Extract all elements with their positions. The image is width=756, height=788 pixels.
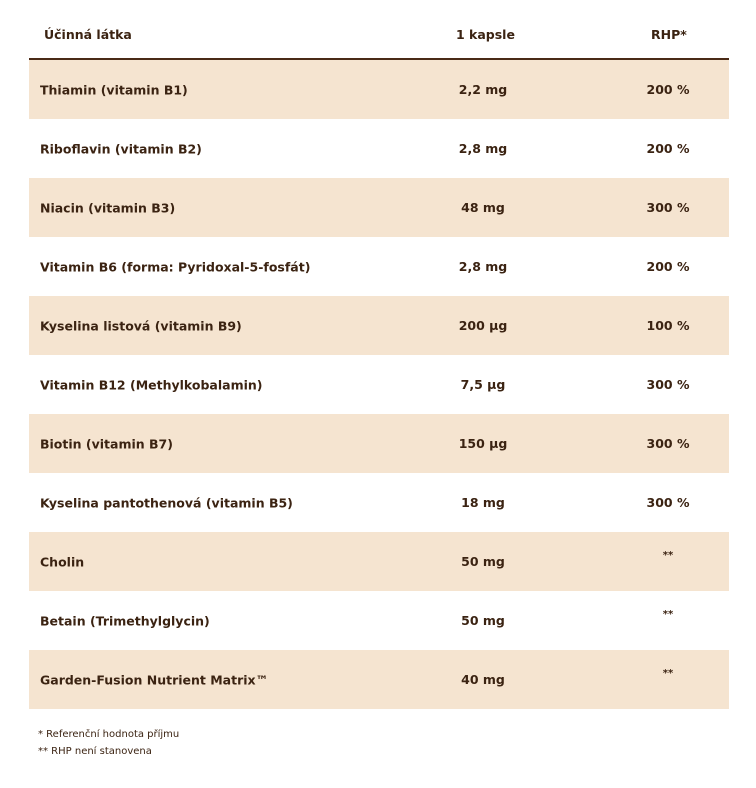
rhp-text: 100 %: [646, 317, 690, 333]
dose-text: 200 µg: [458, 317, 508, 333]
dose-text: 50 mg: [461, 553, 505, 569]
header-rhp: RHP*: [651, 27, 687, 42]
substance-name: Vitamin B6 (forma: Pyridoxal-5-fosfát): [40, 259, 311, 274]
rhp-text: 200 %: [646, 81, 690, 97]
dose-text: 2,8 mg: [458, 140, 508, 156]
dose-text: 40 mg: [461, 671, 505, 687]
rhp-text: 200 %: [646, 258, 690, 274]
dose-text: 2,8 mg: [458, 258, 508, 274]
substance-name: Kyselina pantothenová (vitamin B5): [40, 495, 293, 510]
table-row: [29, 237, 729, 296]
table-row: [29, 414, 729, 473]
table-row: [29, 650, 729, 709]
substance-name: Garden-Fusion Nutrient Matrix™: [40, 672, 269, 687]
substance-name: Kyselina listová (vitamin B9): [40, 318, 242, 333]
rhp-text: 300 %: [646, 435, 690, 451]
substance-name: Biotin (vitamin B7): [40, 436, 173, 451]
table-row: [29, 473, 729, 532]
footnote-rhp: * Referenční hodnota příjmu: [38, 729, 180, 740]
table-body: [29, 60, 729, 709]
rhp-text: 300 %: [646, 376, 690, 392]
dose-text: 50 mg: [461, 612, 505, 628]
table-row: [29, 296, 729, 355]
dose-text: 48 mg: [461, 199, 505, 215]
table-row: [29, 532, 729, 591]
rhp-text: 200 %: [646, 140, 690, 156]
substance-name: Niacin (vitamin B3): [40, 200, 176, 215]
rhp-text: **: [662, 608, 674, 620]
header-dose: 1 kapsle: [456, 27, 515, 42]
table-row: [29, 60, 729, 119]
dose-text: 2,2 mg: [458, 81, 508, 97]
rhp-text: 300 %: [646, 199, 690, 215]
dose-text: 18 mg: [461, 494, 505, 510]
substance-name: Riboflavin (vitamin B2): [40, 141, 202, 156]
footnote-not-set: ** RHP není stanovena: [38, 745, 152, 757]
table-row: [29, 355, 729, 414]
rhp-text: 300 %: [646, 494, 690, 510]
dose-text: 7,5 µg: [460, 376, 506, 392]
substance-name: Cholin: [40, 554, 85, 569]
nutrition-table: [29, 0, 729, 709]
substance-name: Betain (Trimethylglycin): [40, 613, 210, 628]
table-row: [29, 178, 729, 237]
table-row: [29, 591, 729, 650]
table-row: [29, 119, 729, 178]
header-substance: Účinná látka: [44, 27, 132, 42]
dose-text: 150 µg: [458, 435, 508, 451]
table-header: [29, 0, 729, 60]
footnotes: [38, 727, 179, 760]
rhp-text: **: [662, 549, 674, 561]
substance-name: Vitamin B12 (Methylkobalamin): [40, 377, 263, 392]
rhp-text: **: [662, 667, 674, 679]
substance-name: Thiamin (vitamin B1): [40, 82, 188, 97]
